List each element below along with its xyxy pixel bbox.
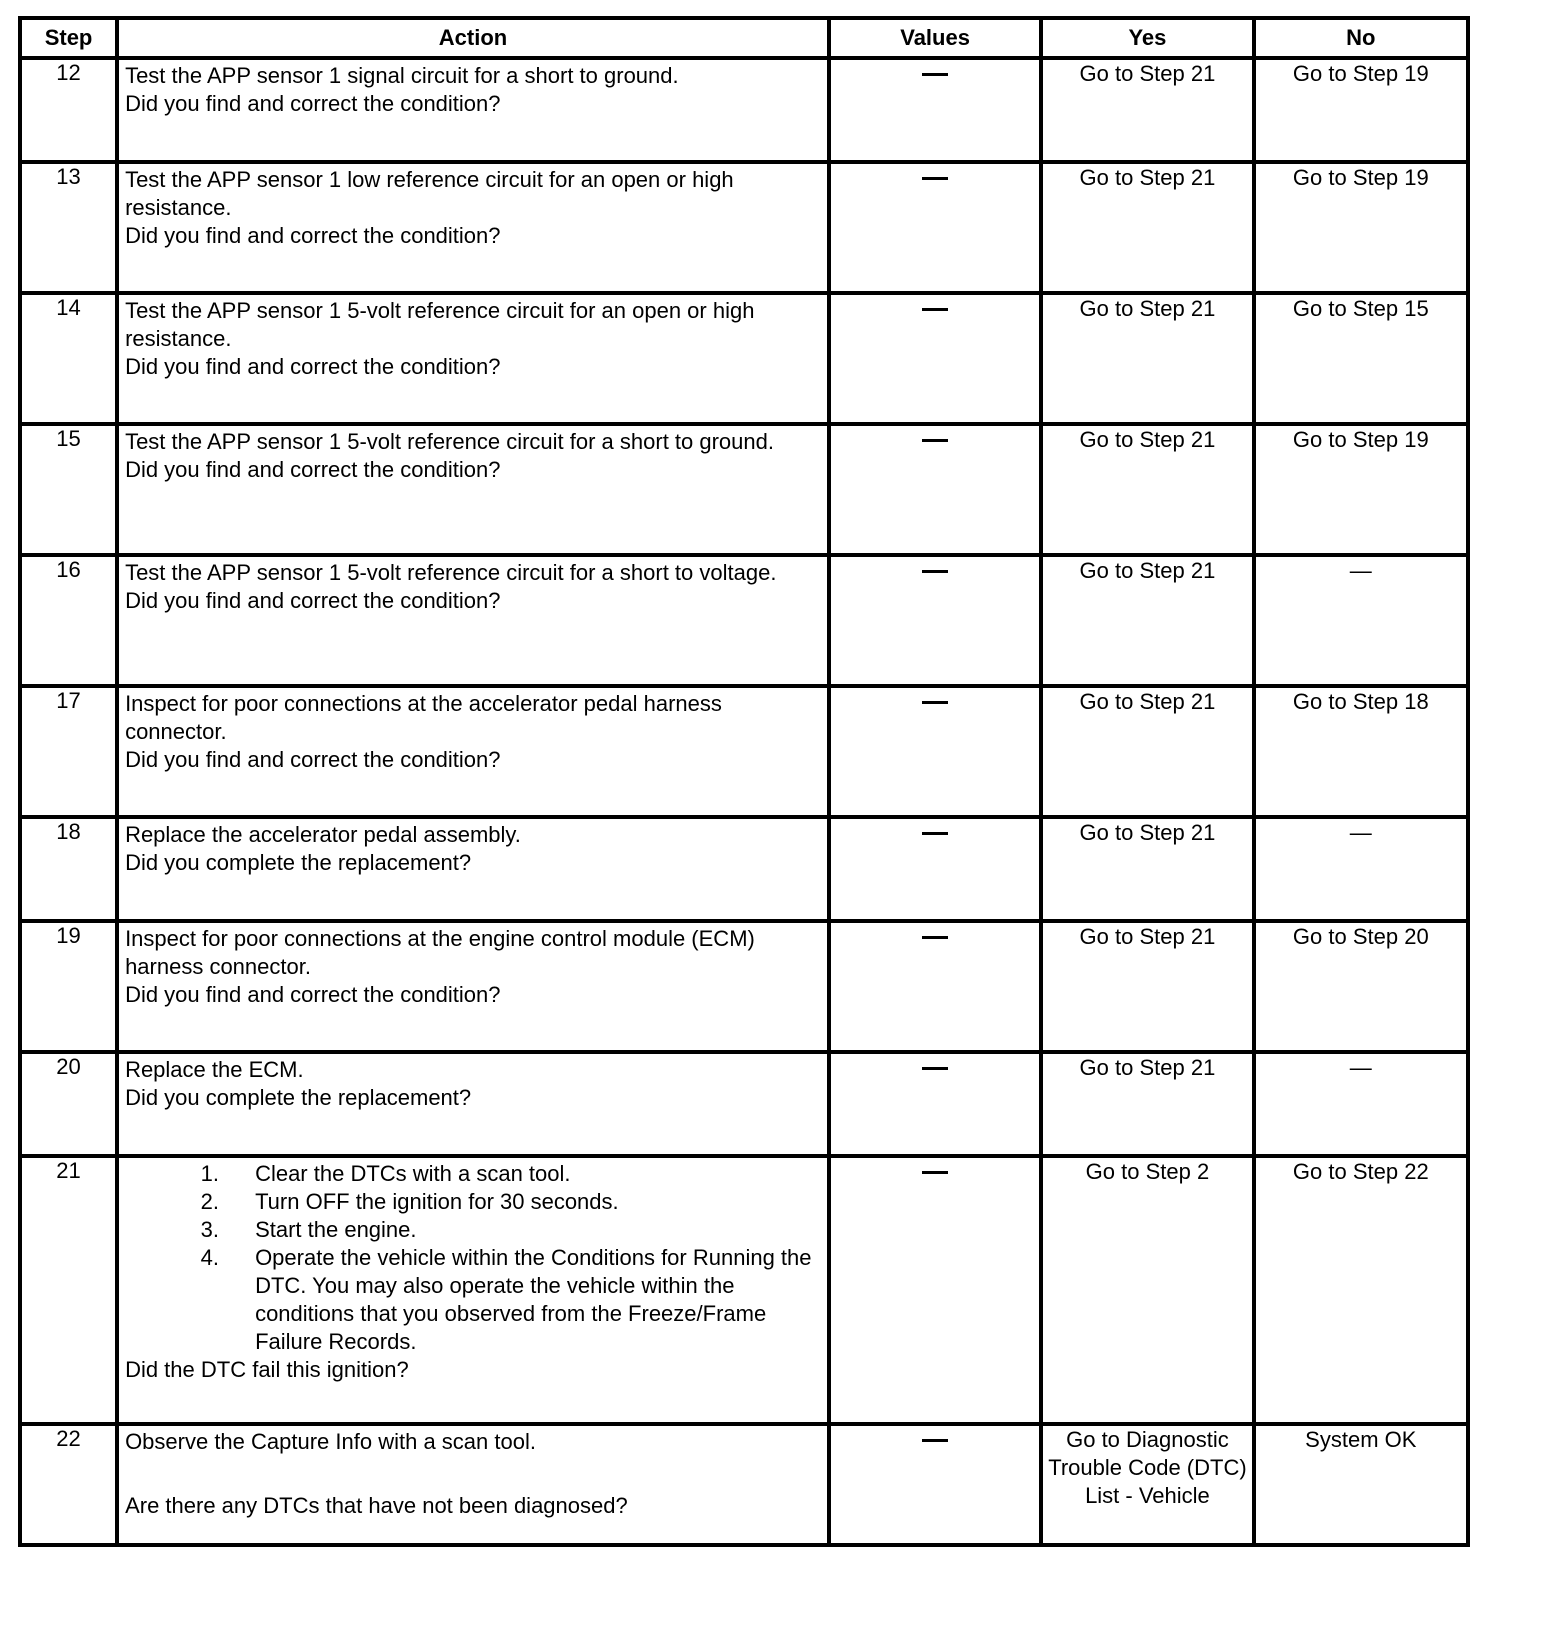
step-number: 22	[20, 1424, 117, 1545]
table-header-row	[20, 18, 1468, 58]
table-row	[20, 293, 1468, 424]
no-outcome: —	[1254, 1052, 1468, 1156]
step-number: 13	[20, 162, 117, 293]
step-number: 18	[20, 817, 117, 921]
step-number: 12	[20, 58, 117, 162]
substep-item: 2. Turn OFF the ignition for 30 seconds.	[225, 1188, 821, 1216]
yes-outcome: Go to Step 21	[1041, 921, 1253, 1052]
dash-mark	[922, 308, 948, 311]
table-row	[20, 921, 1468, 1052]
substep-item: 3. Start the engine.	[225, 1216, 821, 1244]
action-cell	[117, 162, 829, 293]
values-cell	[829, 1156, 1041, 1424]
header-step: Step	[20, 18, 117, 58]
action-cell	[117, 293, 829, 424]
header-yes: Yes	[1041, 18, 1253, 58]
values-cell	[829, 58, 1041, 162]
substep-item: 4. Operate the vehicle within the Conditions for Running the DTC. You may also operate the vehicle within the conditions that you observed from the Freeze/Frame Failure Records.	[225, 1244, 821, 1356]
step-number: 17	[20, 686, 117, 817]
action-cell	[117, 424, 829, 555]
action-instruction: Test the APP sensor 1 5-volt reference circuit for a short to ground.	[125, 429, 774, 454]
table-row	[20, 162, 1468, 293]
action-cell	[117, 555, 829, 686]
header-values: Values	[829, 18, 1041, 58]
no-outcome: —	[1254, 555, 1468, 686]
action-question: Did you find and correct the condition?	[125, 747, 501, 772]
dash-mark	[922, 570, 948, 573]
yes-outcome: Go to Step 2	[1041, 1156, 1253, 1424]
dash-mark	[922, 1171, 948, 1174]
action-cell	[117, 686, 829, 817]
yes-outcome: Go to Step 21	[1041, 424, 1253, 555]
action-cell	[117, 817, 829, 921]
action-question: Did you find and correct the condition?	[125, 91, 501, 116]
step-number: 14	[20, 293, 117, 424]
action-question: Did the DTC fail this ignition?	[125, 1357, 409, 1382]
action-instruction: Inspect for poor connections at the engine control module (ECM) harness connector.	[125, 926, 755, 979]
action-cell	[117, 1052, 829, 1156]
yes-outcome: Go to Step 21	[1041, 817, 1253, 921]
substep-list	[125, 1160, 821, 1356]
action-question: Did you find and correct the condition?	[125, 223, 501, 248]
yes-outcome: Go to Step 21	[1041, 1052, 1253, 1156]
yes-outcome: Go to Step 21	[1041, 293, 1253, 424]
yes-outcome: Go to Step 21	[1041, 686, 1253, 817]
table-row	[20, 817, 1468, 921]
action-question: Did you find and correct the condition?	[125, 982, 501, 1007]
table-row	[20, 1424, 1468, 1545]
table-row	[20, 1052, 1468, 1156]
values-cell	[829, 1052, 1041, 1156]
action-instruction: Test the APP sensor 1 signal circuit for a short to ground.	[125, 63, 679, 88]
diagnostic-steps-table	[18, 16, 1470, 1547]
action-cell	[117, 1156, 829, 1424]
dash-mark	[922, 439, 948, 442]
yes-outcome: Go to Step 21	[1041, 58, 1253, 162]
action-question: Did you find and correct the condition?	[125, 588, 501, 613]
substep-item: 1. Clear the DTCs with a scan tool.	[225, 1160, 821, 1188]
table-row	[20, 555, 1468, 686]
dash-mark	[922, 177, 948, 180]
action-instruction: Test the APP sensor 1 low reference circuit for an open or high resistance.	[125, 167, 734, 220]
values-cell	[829, 921, 1041, 1052]
action-cell	[117, 1424, 829, 1545]
no-outcome: Go to Step 22	[1254, 1156, 1468, 1424]
table-row	[20, 58, 1468, 162]
action-question: Did you complete the replacement?	[125, 1085, 472, 1110]
header-action: Action	[117, 18, 829, 58]
action-cell	[117, 921, 829, 1052]
no-outcome: Go to Step 20	[1254, 921, 1468, 1052]
table-row	[20, 686, 1468, 817]
no-outcome: System OK	[1254, 1424, 1468, 1545]
no-outcome: Go to Step 19	[1254, 58, 1468, 162]
dash-mark	[922, 1067, 948, 1070]
no-outcome: Go to Step 19	[1254, 424, 1468, 555]
action-cell	[117, 58, 829, 162]
action-instruction: Inspect for poor connections at the accelerator pedal harness connector.	[125, 691, 722, 744]
no-outcome: Go to Step 15	[1254, 293, 1468, 424]
step-number: 20	[20, 1052, 117, 1156]
values-cell	[829, 686, 1041, 817]
action-instruction: Observe the Capture Info with a scan tool.	[125, 1429, 536, 1454]
values-cell	[829, 817, 1041, 921]
no-outcome: Go to Step 19	[1254, 162, 1468, 293]
values-cell	[829, 293, 1041, 424]
dash-mark	[922, 1439, 948, 1442]
values-cell	[829, 1424, 1041, 1545]
dash-mark	[922, 832, 948, 835]
dash-mark	[922, 936, 948, 939]
no-outcome: —	[1254, 817, 1468, 921]
step-number: 21	[20, 1156, 117, 1424]
action-instruction: Test the APP sensor 1 5-volt reference circuit for a short to voltage.	[125, 560, 777, 585]
step-number: 19	[20, 921, 117, 1052]
table-row	[20, 424, 1468, 555]
action-instruction: Test the APP sensor 1 5-volt reference circuit for an open or high resistance.	[125, 298, 755, 351]
action-question: Are there any DTCs that have not been diagnosed?	[125, 1493, 628, 1518]
action-question: Did you find and correct the condition?	[125, 354, 501, 379]
step-number: 15	[20, 424, 117, 555]
yes-outcome: Go to Diagnostic Trouble Code (DTC) List - Vehicle	[1041, 1424, 1253, 1545]
values-cell	[829, 162, 1041, 293]
action-question: Did you complete the replacement?	[125, 850, 472, 875]
action-question: Did you find and correct the condition?	[125, 457, 501, 482]
step-number: 16	[20, 555, 117, 686]
no-outcome: Go to Step 18	[1254, 686, 1468, 817]
yes-outcome: Go to Step 21	[1041, 555, 1253, 686]
dash-mark	[922, 73, 948, 76]
action-instruction: Replace the accelerator pedal assembly.	[125, 822, 521, 847]
values-cell	[829, 555, 1041, 686]
values-cell	[829, 424, 1041, 555]
table-row	[20, 1156, 1468, 1424]
action-instruction: Replace the ECM.	[125, 1057, 304, 1082]
yes-outcome: Go to Step 21	[1041, 162, 1253, 293]
dash-mark	[922, 701, 948, 704]
header-no: No	[1254, 18, 1468, 58]
